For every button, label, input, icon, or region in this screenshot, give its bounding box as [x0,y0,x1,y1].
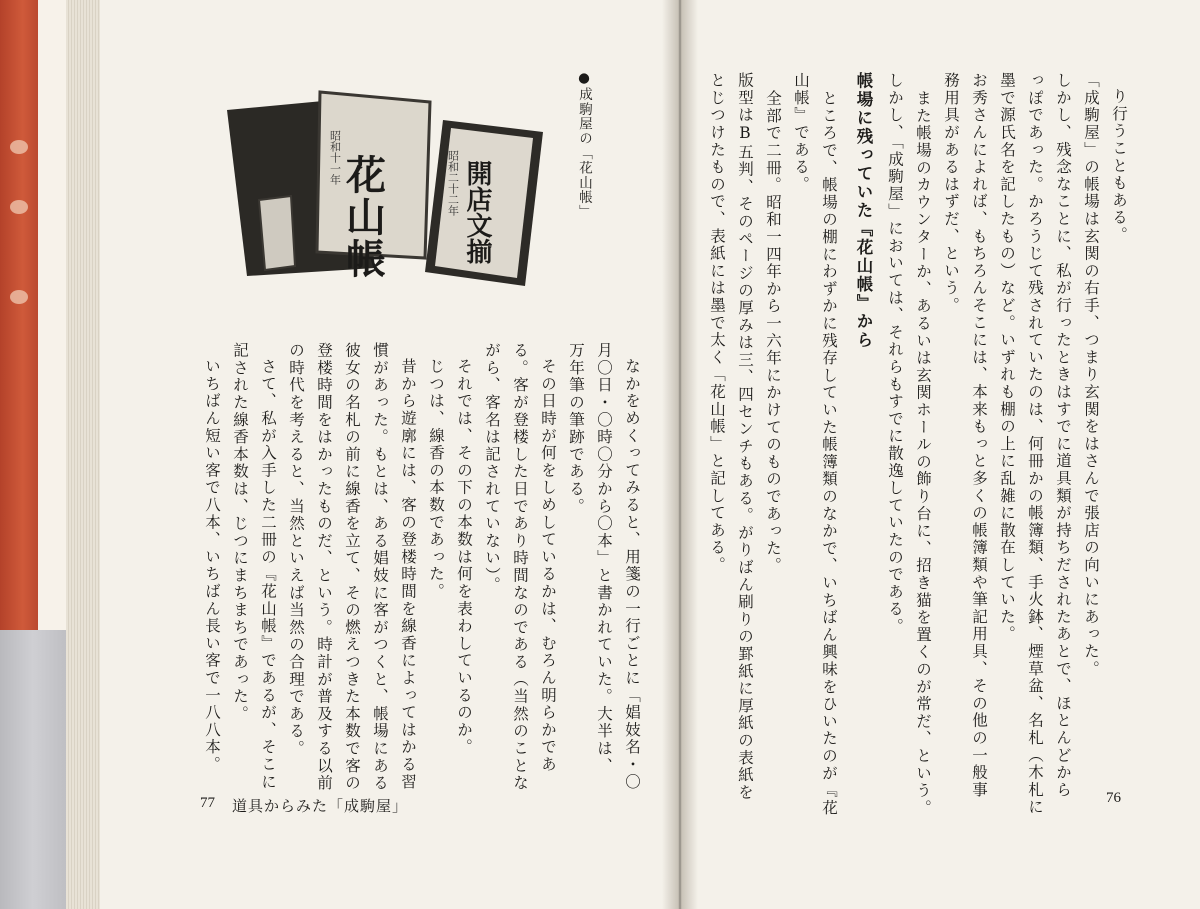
text-line: 彼女の名札の前に線香を立て、その燃えつきた本数で客の [343,342,361,792]
book1-title: 花山帳 [339,154,387,280]
text-line: 「成駒屋」の帳場は玄関の右手、つまり玄関をはさんで張店の向いにあった。 [1082,72,1100,678]
page-number: 77 [200,795,215,811]
text-line: じつは、線香の本数であった。 [427,358,445,601]
page-edges [66,0,100,909]
text-line: 記された線香本数は、じつにまちまちであった。 [231,342,249,723]
spine-mark [10,290,28,304]
section-heading: 帳場に残っていた『花山帳』から [854,72,873,350]
text-line: 墨で源氏名を記したもの）など。いずれも棚の上に乱雑に散在していた。 [998,72,1016,643]
book-spine-white [38,0,66,630]
text-line: の時代を考えると、当然といえば当然の合理である。 [287,342,305,758]
photo-caption: ●成駒屋の「花山帳」 [576,70,592,220]
text-line: 月〇日・〇時〇分から〇本」と書かれていた。大半は、 [595,342,613,775]
text-line: また帳場のカウンターか、あるいは玄関ホールの飾り台に、招き猫を置くのが常だ、という。 [914,90,932,817]
text-line: 全部で二冊。昭和一四年から一六年にかけてのものであった。 [764,90,782,575]
book2-title: 開店文揃 [462,160,492,264]
photo-hanayama-books [225,90,545,290]
text-line: それでは、その下の本数は何を表わしているのか。 [455,358,473,756]
text-line: いちばん短い客で八本、いちばん長い客で一八八本。 [203,358,221,774]
book2-side-text: 昭和二十二年 [446,150,460,216]
page-number: 76 [1106,790,1121,806]
text-line: り行うこともある。 [1110,88,1128,244]
text-line: 務用具があるはずだ、という。 [942,72,960,315]
text-line: 万年筆の筆跡である。 [567,342,585,515]
text-line: さて、私が入手した二冊の『花山帳』であるが、そこに [259,358,277,791]
running-head: 道具からみた「成駒屋」 [232,797,409,815]
text-line: 昔から遊廓には、客の登楼時間を線香によってはかる習 [399,358,417,791]
text-line: 版型はB五判、そのページの厚みは三、四センチもある。がりばん刷りの罫紙に厚紙の表紙を [736,72,754,802]
book-label [259,196,295,270]
text-line: なかをめくってみると、用箋の一行ごとに「娼妓名・〇 [623,358,641,791]
text-line: その日時が何をしめしているかは、むろん明らかであ [539,358,557,774]
text-line: ところで、帳場の棚にわずかに残存していた帳簿類のなかで、いちばん興味をひいたのが『花 [820,90,838,817]
spine-mark [10,200,28,214]
text-line: 登楼時間をはかったものだ、という。時計が普及する以前 [315,342,333,792]
text-line: る。客が登楼した日であり時間なのである（当然のことな [511,342,529,792]
text-line: お秀さんによれば、もちろんそこには、本来もっと多くの帳簿類や筆記用具、その他の一般事 [970,72,988,799]
text-line: 山帳』である。 [792,72,810,194]
spine-mark [10,140,28,154]
text-line: っぽであった。かろうじて残されていたのは、何冊かの帳簿類、手火鉢、煙草盆、名札（木札に [1026,72,1044,816]
book-gutter [662,0,698,909]
book1-side-text: 昭和十一年 [328,130,342,185]
text-line: とじつけたもので、表紙には墨で太く「花山帳」と記してある。 [708,72,726,574]
book-spine-grey [0,630,66,909]
text-line: しかし、「成駒屋」においては、それらもすでに散逸していたのである。 [886,72,904,636]
text-line: がら、客名は記されていない）。 [483,342,501,594]
book-spine-red [0,0,38,630]
text-line: しかし、残念なことに、私が行ったときはすでに道具類が持ちだされたあとで、ほとんどから [1054,72,1072,799]
text-line: 慣があった。もとは、ある娼妓に客がつくと、帳場にある [371,342,389,792]
